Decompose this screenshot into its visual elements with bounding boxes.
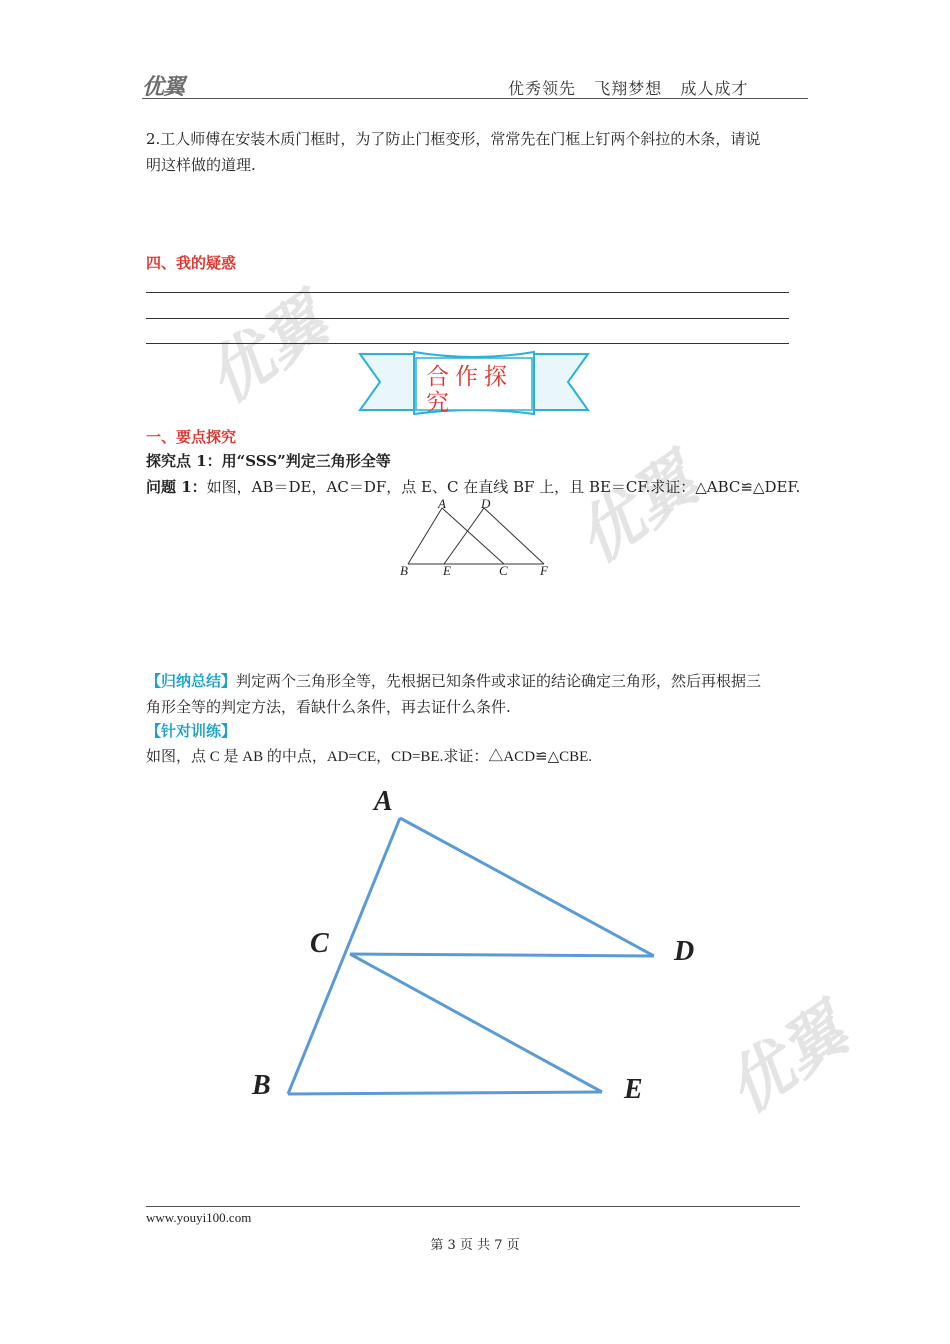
training-text: 如图，点 C 是 AB 的中点，AD=CE，CD=BE.求证：△ACD≌△CBE. [146, 749, 593, 765]
answer-line [146, 318, 789, 319]
exploration-point-1: 探究点 1：用“SSS”判定三角形全等 [146, 452, 391, 470]
figure2-label-b: B [252, 1070, 271, 1101]
banner-text: 合作探究 [426, 364, 513, 416]
question-2-line1: 2.工人师傅在安装木质门框时，为了防止门框变形，常常先在门框上钉两个斜拉的木条，请说 [146, 130, 761, 148]
segment-ab [288, 818, 400, 1094]
figure2-label-c: C [310, 928, 329, 959]
figure2-label-d: D [674, 936, 695, 967]
header-divider [142, 98, 808, 99]
training-tag: 【针对训练】 [146, 722, 237, 740]
footer-url: www.youyi100.com [146, 1210, 252, 1225]
segment-be [288, 1092, 602, 1094]
answer-line [146, 292, 789, 293]
problem-1-label: 问题 1： [146, 478, 207, 496]
problem-1-text: 如图，AB＝DE，AC＝DF，点 E、C 在直线 BF 上，且 BE＝CF.求证：△ABC≌△DEF. [206, 478, 801, 496]
figure1-label-c: C [499, 563, 508, 578]
watermark-logo: 优翼 [713, 993, 862, 1128]
summary-text-1: 判定两个三角形全等，先根据已知条件或求证的结论确定三角形，然后再根据三 [236, 672, 762, 690]
figure1-label-f: F [540, 563, 548, 578]
figure1-label-d: D [481, 496, 491, 511]
figure2-label-a: A [374, 786, 393, 817]
summary-text-2: 角形全等的判定方法，看缺什么条件，再去证什么条件. [146, 698, 511, 716]
summary-tag: 【归纳总结】 [146, 672, 237, 690]
figure1-label-b: B [400, 563, 408, 578]
figure-triangles-abc-def [396, 496, 556, 580]
figure-triangles-acd-cbe [250, 780, 720, 1120]
section-heading-key-points: 一、要点探究 [146, 428, 237, 446]
figure1-label-a: A [438, 496, 446, 511]
figure1-label-e: E [443, 563, 451, 578]
answer-line [146, 343, 789, 344]
segment-ce [350, 954, 602, 1092]
header-slogan: 优秀领先 飞翔梦想 成人成才 [508, 79, 749, 98]
summary [146, 668, 810, 720]
section-heading-doubts: 四、我的疑惑 [146, 254, 237, 272]
figure2-label-e: E [624, 1074, 643, 1105]
header-logo: 优翼 [142, 75, 185, 100]
watermark-logo: 优翼 [563, 443, 712, 578]
question-2-line2: 明这样做的道理. [146, 156, 256, 174]
page-number: 第 3 页 共 7 页 [430, 1238, 520, 1253]
segment-cd [350, 954, 654, 956]
segment-ad [400, 818, 654, 956]
question-2 [146, 126, 810, 178]
watermark-logo: 优翼 [193, 283, 342, 418]
footer-divider [146, 1206, 800, 1207]
